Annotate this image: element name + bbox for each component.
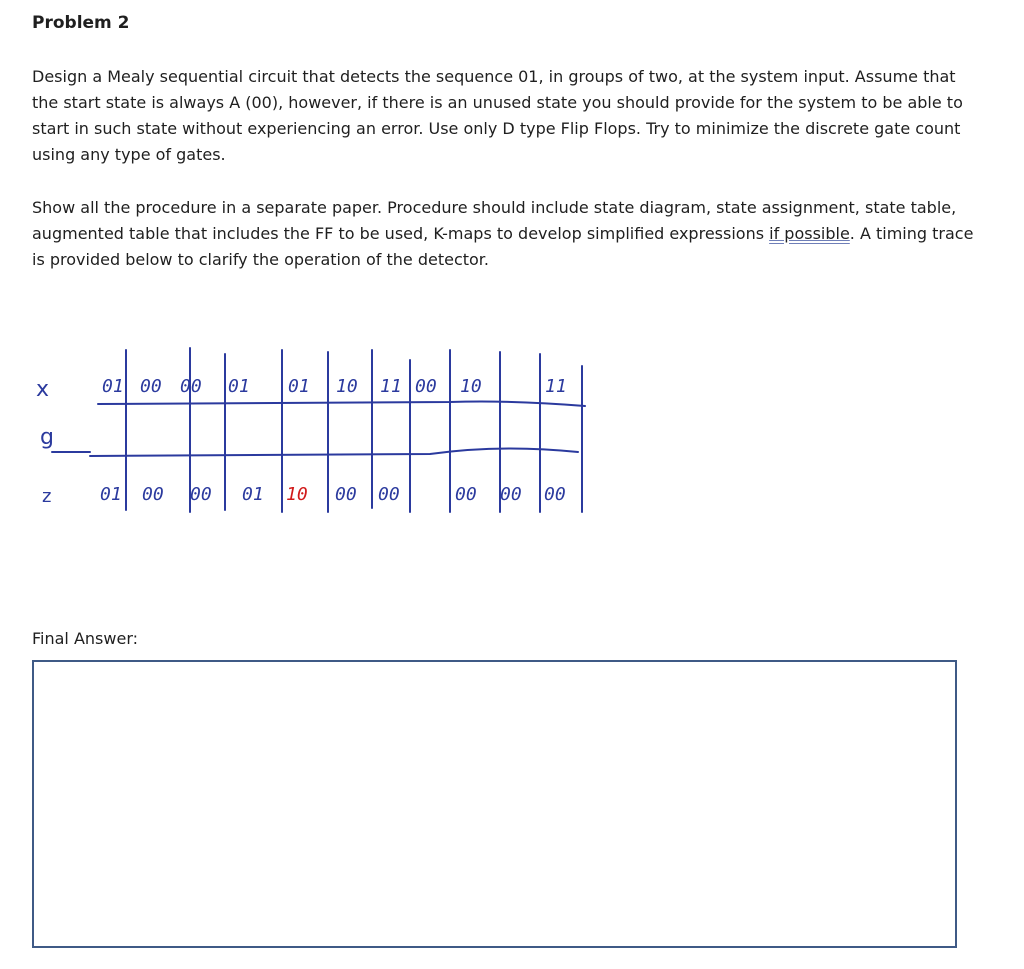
z-label: z xyxy=(42,486,52,507)
x-signal-line xyxy=(98,402,585,407)
problem-title: Problem 2 xyxy=(32,13,130,33)
z-mark: 00 xyxy=(500,484,522,505)
x-mark: 10 xyxy=(460,376,482,397)
x-label: x xyxy=(36,377,50,402)
problem-statement: Design a Mealy sequential circuit that detects the sequence 01, in groups of two, at the system input. Assume that the start state is always A (00), however, if there is an unused state you should provide for the system to be able to start in such state without experiencing an error. Use only D type Flip Flops. Try to minimize the discrete gate count using any type of gates. xyxy=(32,67,963,164)
procedure-tail: . A timing trace is provided below to clarify the operation of the detector. xyxy=(32,224,974,269)
x-mark: 01 xyxy=(288,376,310,397)
x-mark: 00 xyxy=(415,376,437,397)
procedure-text: Show all the procedure in a separate paper. Procedure should include state diagram, state assignment, state table, augmented table that includes the FF to be used, K-maps to develop simplified expressions xyxy=(32,198,957,243)
x-mark: 00 xyxy=(140,376,162,397)
x-mark: 11 xyxy=(545,376,567,397)
timing-trace xyxy=(30,340,600,530)
procedure-instructions xyxy=(32,195,982,273)
if-possible-underlined: if possible xyxy=(769,224,850,243)
z-mark: 00 xyxy=(142,484,164,505)
x-mark: 10 xyxy=(336,376,358,397)
z-mark: 00 xyxy=(378,484,400,505)
x-mark: 11 xyxy=(380,376,402,397)
z-mark: 00 xyxy=(455,484,477,505)
final-answer-label: Final Answer: xyxy=(32,629,138,648)
z-mark: 00 xyxy=(190,484,212,505)
z-mark: 00 xyxy=(544,484,566,505)
z-mark: 01 xyxy=(100,484,122,505)
x-mark: 00 xyxy=(180,376,202,397)
z-mark: 01 xyxy=(242,484,264,505)
final-answer-box[interactable] xyxy=(32,660,957,948)
x-mark: 01 xyxy=(228,376,250,397)
z-mark-highlight: 10 xyxy=(286,484,308,505)
z-mark: 00 xyxy=(335,484,357,505)
g-label: g xyxy=(40,425,54,450)
x-mark: 01 xyxy=(102,376,124,397)
z-signal-line xyxy=(90,448,578,456)
